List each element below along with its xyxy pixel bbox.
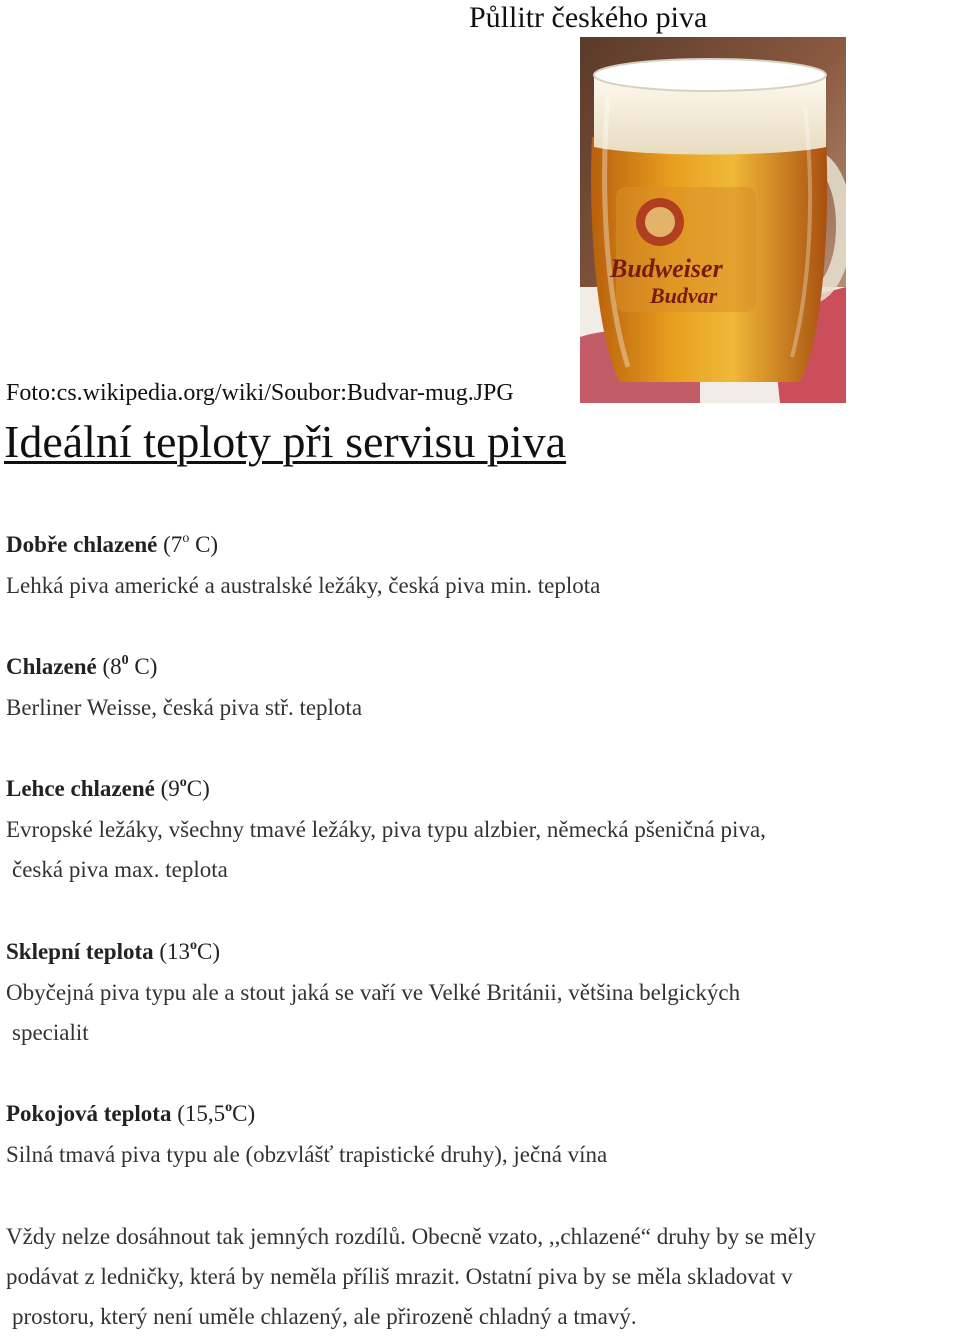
section-text-4-line-2: specialit — [12, 1020, 89, 1045]
heading-temp: (9 — [154, 776, 180, 801]
heading-label: Pokojová teplota — [6, 1101, 172, 1126]
beer-mug-illustration — [580, 37, 846, 403]
section-text-5: Silná tmavá piva typu ale (obzvlášť trapistické druhy), ječná vína — [6, 1142, 608, 1167]
heading-label: Dobře chlazené — [6, 532, 158, 557]
degree-symbol: o — [190, 938, 198, 953]
section-heading-1 — [6, 530, 218, 564]
logo-text-budweiser: Budweiser — [610, 254, 723, 283]
section-text-3-line-1: Evropské ležáky, všechny tmavé ležáky, piva typu alzbier, německá pšeničná piva, — [6, 817, 766, 842]
degree-symbol: 0 — [121, 653, 129, 668]
heading-unit: C) — [232, 1101, 256, 1126]
logo-text-budvar: Budvar — [650, 283, 718, 308]
heading-unit: C) — [128, 654, 158, 679]
closing-line-1: Vždy nelze dosáhnout tak jemných rozdílů. Obecně vzato, ,,chlazené“ druhy by se měly — [6, 1224, 816, 1249]
section-heading-4 — [6, 937, 220, 971]
page-title: Ideální teploty při servisu piva — [4, 416, 567, 467]
section-heading-5 — [6, 1099, 255, 1133]
heading-temp: (7 — [157, 532, 183, 557]
heading-unit: C) — [197, 939, 221, 964]
beer-mug-photo — [580, 37, 846, 403]
heading-temp: (13 — [153, 939, 191, 964]
degree-symbol: o — [225, 1100, 233, 1115]
closing-line-2: podávat z ledničky, která by neměla příliš mrazit. Ostatní piva by se měla skladovat v — [6, 1264, 793, 1289]
heading-label: Lehce chlazené — [6, 776, 155, 801]
heading-temp: (8 — [96, 654, 122, 679]
section-text-4-line-1: Obyčejná piva typu ale a stout jaká se vaří ve Velké Británii, většina belgických — [6, 980, 741, 1005]
section-heading-2 — [6, 652, 157, 686]
section-text-3-line-2: česká piva max. teplota — [12, 857, 228, 882]
heading-unit: C) — [186, 776, 210, 801]
photo-caption: Půllitr českého piva — [469, 1, 708, 34]
section-text-2: Berliner Weisse, česká piva stř. teplota — [6, 695, 363, 720]
closing-line-3: prostoru, který není uměle chlazený, ale přirozeně chladný a tmavý. — [12, 1304, 637, 1329]
photo-credit: Foto:cs.wikipedia.org/wiki/Soubor:Budvar-mug.JPG — [6, 380, 514, 406]
heading-unit: C) — [189, 532, 219, 557]
degree-symbol: o — [182, 531, 190, 546]
heading-label: Chlazené — [6, 654, 97, 679]
section-text-1: Lehká piva americké a australské ležáky, česká piva min. teplota — [6, 573, 601, 598]
heading-label: Sklepní teplota — [6, 939, 154, 964]
heading-temp: (15,5 — [171, 1101, 226, 1126]
section-heading-3 — [6, 774, 210, 808]
degree-symbol: o — [179, 775, 187, 790]
